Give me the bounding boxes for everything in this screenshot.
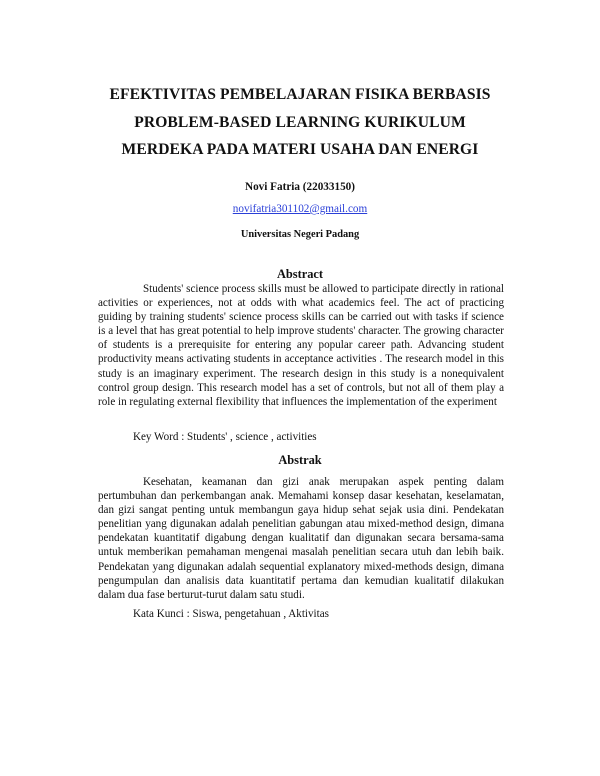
abstrak-heading: Abstrak <box>278 453 322 467</box>
author-affiliation: Universitas Negeri Padang <box>240 229 360 240</box>
title-line-2: PROBLEM-BASED LEARNING KURIKULUM <box>134 114 466 131</box>
abstract-body: Students' science process skills must be allowed to participate directly in rational activities or experiences, not at odds with what academics feel. The act of practicing guiding by training students' science process skills can be carried out with tasks if science is a level that has great potential to help improve students' character. The growing character of students is a prerequisite for entering any popular career path. Advancing student productivity means activating students in acceptance activities . The research model in this study is an imaginary experiment. The research design in this study is a nonequivalent control group design. This research model has a set of controls, but not all of them play a role in regulating external flexibility that influences the implementation of the experiment <box>98 283 504 408</box>
author-name: Novi Fatria (22033150) <box>245 181 355 193</box>
author-email-line <box>40 203 560 215</box>
author-email-link[interactable]: novifatria301102@gmail.com <box>232 203 368 215</box>
title-line-3: MERDEKA PADA MATERI USAHA DAN ENERGI <box>121 141 479 158</box>
abstract-heading: Abstract <box>276 267 324 281</box>
title-line-1: EFEKTIVITAS PEMBELAJARAN FISIKA BERBASIS <box>109 86 491 103</box>
keywords-id: Kata Kunci : Siswa, pengetahuan , Aktivitas <box>133 608 329 620</box>
keywords-en: Key Word : Students' , science , activities <box>133 431 317 443</box>
abstrak-body: Kesehatan, keamanan dan gizi anak merupakan aspek penting dalam pertumbuhan dan perkembangan anak. Memahami konsep dasar kesehatan, keselamatan, dan gizi sangat penting untuk membangun gaya hidup sehat sejak usia dini. Pendekatan penelitian yang digunakan adalah penelitian gabungan atau mixed-method design, dimana pendekatan kuantitatif digabung dengan kualitatif dan digunakan secara bersama-sama untuk memberikan pemahaman mengenai masalah penelitian secara utuh dan lebih baik. Pendekatan yang digunakan adalah sequential explanatory mixed-methods design, dimana pengumpulan dan analisis data kuantitatif pertama dan kemudian kualitatif dilakukan dalam dua fase berturut-turut dalam satu studi. <box>98 476 504 601</box>
